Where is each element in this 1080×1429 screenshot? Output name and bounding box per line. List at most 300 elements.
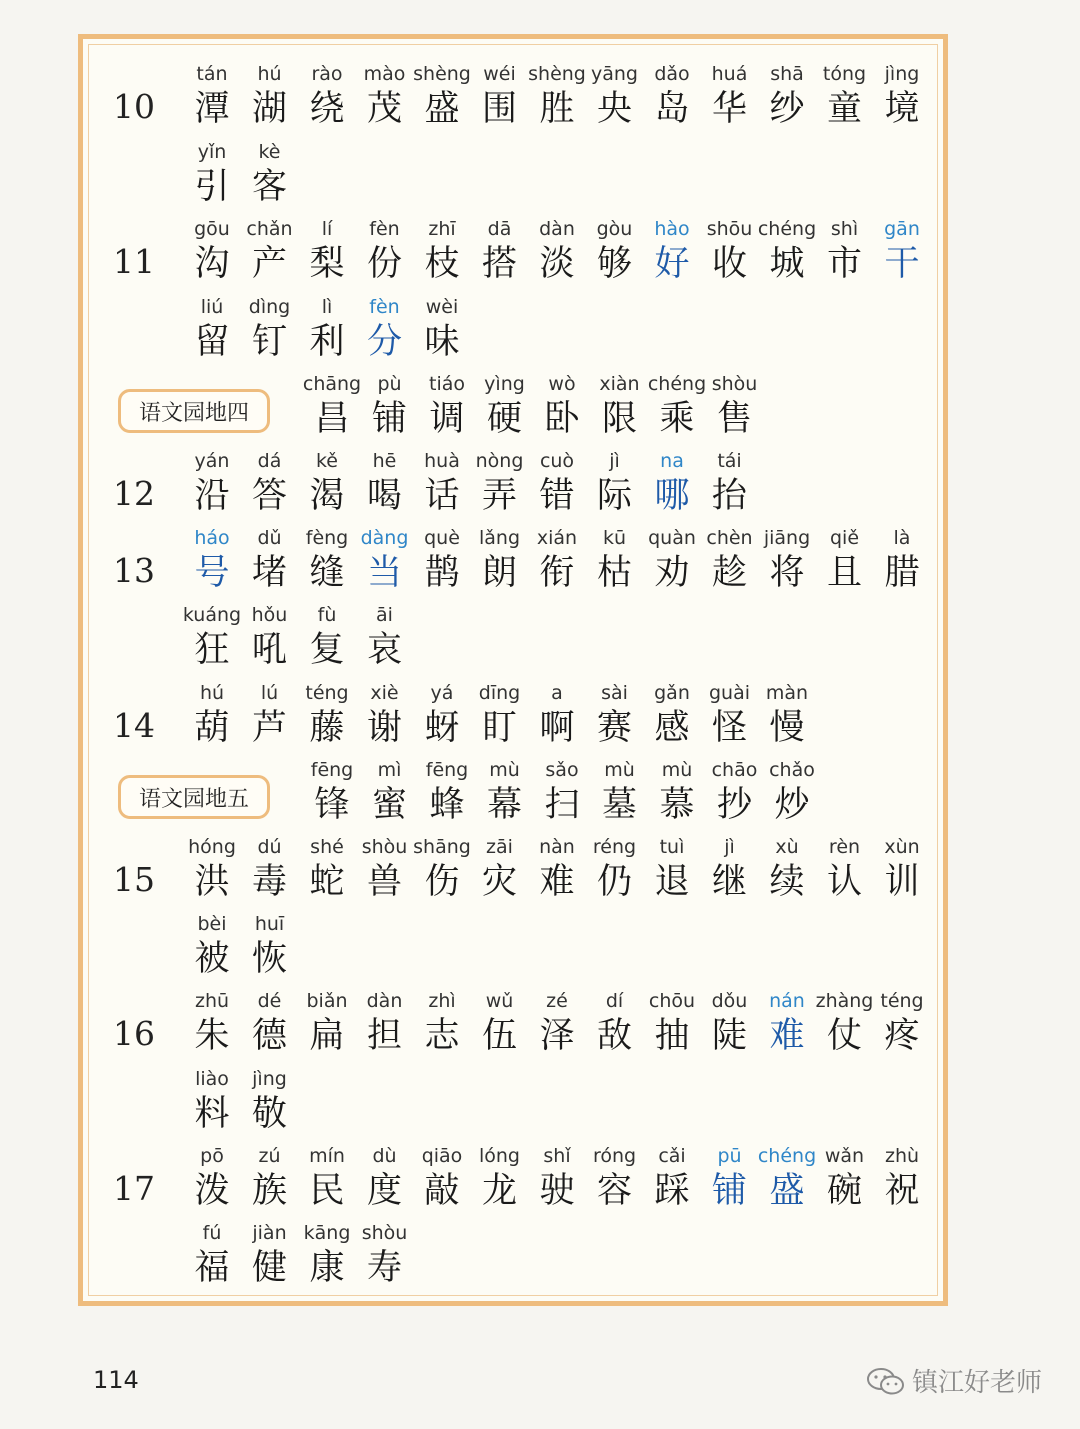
pinyin: dàn (366, 990, 403, 1012)
hanzi: 留 (194, 322, 230, 362)
hanzi: 干 (884, 244, 920, 284)
pinyin: xù (775, 836, 799, 858)
hanzi: 硬 (486, 399, 522, 439)
hanzi: 境 (884, 89, 920, 129)
hanzi: 仗 (826, 1016, 862, 1056)
pinyin: qiě (829, 527, 860, 549)
hanzi: 扁 (309, 1016, 345, 1056)
pinyin: hóng (188, 836, 236, 858)
hanzi: 胜 (539, 89, 575, 129)
hanzi: 慢 (769, 708, 805, 748)
hanzi: 围 (481, 89, 517, 129)
pinyin: shōu (706, 218, 753, 240)
pinyin: gān (884, 218, 920, 240)
pinyin: hào (654, 218, 690, 240)
hanzi: 客 (251, 167, 287, 207)
pinyin: tiáo (429, 373, 465, 395)
hanzi: 担 (366, 1016, 402, 1056)
hanzi: 劝 (654, 553, 690, 593)
hanzi: 碗 (826, 1171, 862, 1211)
hanzi: 幕 (486, 785, 522, 825)
hanzi: 复 (309, 630, 345, 670)
pinyin: réng (592, 836, 637, 858)
pinyin: dé (257, 990, 282, 1012)
page-number: 114 (93, 1366, 139, 1394)
pinyin: mín (309, 1145, 345, 1167)
pinyin: jìng (252, 1068, 287, 1090)
hanzi: 梨 (309, 244, 345, 284)
hanzi: 蜜 (371, 785, 407, 825)
pinyin: mì (377, 759, 402, 781)
pinyin: shèng (413, 63, 471, 85)
lesson-number: 17 (113, 1169, 155, 1208)
hanzi: 引 (194, 167, 230, 207)
hanzi: 朱 (194, 1016, 230, 1056)
pinyin: chéng (647, 373, 707, 395)
watermark-text: 镇江好老师 (912, 1368, 1043, 1398)
hanzi: 号 (194, 553, 230, 593)
hanzi: 好 (654, 244, 690, 284)
pinyin: tái (717, 450, 742, 472)
hanzi: 健 (251, 1248, 287, 1288)
hanzi: 恢 (251, 939, 287, 979)
hanzi: 湖 (251, 89, 287, 129)
hanzi: 枯 (596, 553, 632, 593)
hanzi: 康 (309, 1248, 345, 1288)
hanzi: 弄 (481, 476, 517, 516)
pinyin: yá (430, 682, 454, 704)
pinyin: fèng (305, 527, 349, 549)
hanzi: 分 (366, 322, 402, 362)
pinyin: yán (194, 450, 230, 472)
pinyin: zhì (428, 990, 456, 1012)
hanzi: 调 (429, 399, 465, 439)
pinyin: liú (200, 296, 224, 318)
character-cell (706, 371, 764, 441)
hanzi: 铺 (711, 1171, 747, 1211)
hanzi: 继 (711, 862, 747, 902)
hanzi: 哪 (654, 476, 690, 516)
hanzi: 疼 (884, 1016, 920, 1056)
pinyin: kě (315, 450, 338, 472)
hanzi: 朗 (481, 553, 517, 593)
hanzi: 芦 (251, 708, 287, 748)
hanzi: 份 (366, 244, 402, 284)
pinyin: téng (880, 990, 924, 1012)
pinyin: wǎn (824, 1145, 865, 1167)
pinyin: dǒu (711, 990, 748, 1012)
pinyin: na (660, 450, 684, 472)
hanzi: 灾 (481, 862, 517, 902)
pinyin: kè (258, 141, 281, 163)
pinyin: chǎo (769, 759, 815, 781)
hanzi: 童 (826, 89, 862, 129)
pinyin: wéi (483, 63, 516, 85)
hanzi: 敬 (251, 1094, 287, 1134)
hanzi: 谢 (366, 708, 402, 748)
watermark (866, 1362, 1042, 1399)
hanzi: 市 (826, 244, 862, 284)
hanzi: 盯 (481, 708, 517, 748)
hanzi: 容 (596, 1171, 632, 1211)
pinyin: shāng (413, 836, 471, 858)
pinyin: āi (376, 604, 393, 626)
pinyin: gǎn (654, 682, 690, 704)
hanzi: 毒 (251, 862, 287, 902)
lesson-number: 15 (113, 860, 155, 899)
hanzi: 扫 (544, 785, 580, 825)
pinyin: hú (199, 682, 225, 704)
hanzi: 收 (711, 244, 747, 284)
hanzi: 喝 (366, 476, 402, 516)
hanzi: 踩 (654, 1171, 690, 1211)
hanzi: 堵 (251, 553, 287, 593)
hanzi: 且 (826, 553, 862, 593)
pinyin: hú (257, 63, 282, 85)
lesson-number: 11 (113, 242, 155, 281)
hanzi: 伍 (481, 1016, 517, 1056)
pinyin: wò (548, 373, 576, 395)
pinyin: dù (372, 1145, 397, 1167)
pinyin: dí (605, 990, 624, 1012)
hanzi: 退 (654, 862, 690, 902)
pinyin: dú (257, 836, 282, 858)
pinyin: dā (487, 218, 512, 240)
pinyin: fù (317, 604, 337, 626)
pinyin: chāng (302, 373, 362, 395)
hanzi: 腊 (884, 553, 920, 593)
pinyin: shòu (361, 1222, 408, 1244)
character-cell (356, 602, 414, 672)
pinyin: què (424, 527, 460, 549)
hanzi: 赛 (596, 708, 632, 748)
pinyin: jiāng (763, 527, 811, 549)
hanzi: 怪 (711, 708, 747, 748)
pinyin: fú (202, 1222, 222, 1244)
pinyin: chǎn (246, 218, 293, 240)
hanzi: 泽 (539, 1016, 575, 1056)
section-badge: 语文园地五 (118, 775, 270, 819)
hanzi: 利 (309, 322, 345, 362)
pinyin: dīng (478, 682, 521, 704)
pinyin: nàn (539, 836, 575, 858)
character-cell (873, 216, 931, 286)
hanzi: 寿 (366, 1248, 402, 1288)
hanzi: 狂 (194, 630, 230, 670)
pinyin: jì (609, 450, 620, 472)
hanzi: 当 (366, 553, 402, 593)
pinyin: hǒu (251, 604, 288, 626)
hanzi: 衔 (539, 553, 575, 593)
pinyin: tuì (659, 836, 685, 858)
lesson-number: 10 (113, 87, 155, 126)
hanzi: 福 (194, 1248, 230, 1288)
pinyin: cǎi (658, 1145, 686, 1167)
pinyin: jiàn (252, 1222, 287, 1244)
word-list-frame (78, 34, 948, 1306)
hanzi: 驶 (539, 1171, 575, 1211)
pinyin: yǐn (197, 141, 227, 163)
hanzi: 蛇 (309, 862, 345, 902)
pinyin: xiàn (599, 373, 640, 395)
hanzi: 际 (596, 476, 632, 516)
character-cell (701, 448, 759, 518)
pinyin: biǎn (306, 990, 348, 1012)
hanzi: 族 (251, 1171, 287, 1211)
hanzi: 售 (716, 399, 752, 439)
hanzi: 城 (769, 244, 805, 284)
hanzi: 被 (194, 939, 230, 979)
pinyin: mào (363, 63, 406, 85)
hanzi: 兽 (366, 862, 402, 902)
hanzi: 乘 (659, 399, 695, 439)
character-cell (873, 525, 931, 595)
pinyin: zú (258, 1145, 281, 1167)
character-cell (873, 61, 931, 131)
hanzi: 搭 (481, 244, 517, 284)
pinyin: rào (311, 63, 343, 85)
hanzi: 锋 (314, 785, 350, 825)
pinyin: zhū (194, 990, 230, 1012)
pinyin: pō (200, 1145, 224, 1167)
hanzi: 龙 (481, 1171, 517, 1211)
pinyin: qiāo (421, 1145, 463, 1167)
hanzi: 华 (711, 89, 747, 129)
hanzi: 难 (769, 1016, 805, 1056)
pinyin: xián (536, 527, 578, 549)
pinyin: gōu (194, 218, 230, 240)
pinyin: shì (830, 218, 859, 240)
hanzi: 敌 (596, 1016, 632, 1056)
hanzi: 感 (654, 708, 690, 748)
hanzi: 味 (424, 322, 460, 362)
hanzi: 料 (194, 1094, 230, 1134)
hanzi: 纱 (769, 89, 805, 129)
character-cell (873, 1143, 931, 1213)
hanzi: 央 (596, 89, 632, 129)
pinyin: rèn (828, 836, 861, 858)
hanzi: 限 (601, 399, 637, 439)
character-cell (241, 139, 299, 209)
pinyin: dǔ (257, 527, 282, 549)
hanzi: 岛 (654, 89, 690, 129)
hanzi: 抄 (716, 785, 752, 825)
hanzi: 哀 (366, 630, 402, 670)
pinyin: shǐ (543, 1145, 571, 1167)
hanzi: 答 (251, 476, 287, 516)
section-badge: 语文园地四 (118, 389, 270, 433)
hanzi: 墓 (601, 785, 637, 825)
hanzi: 炒 (774, 785, 810, 825)
pinyin: shā (770, 63, 804, 85)
pinyin: quàn (648, 527, 696, 549)
hanzi: 潭 (194, 89, 230, 129)
lesson-number: 13 (113, 551, 155, 590)
hanzi: 盛 (424, 89, 460, 129)
pinyin: zhī (428, 218, 456, 240)
hanzi: 民 (309, 1171, 345, 1211)
hanzi: 蚜 (424, 708, 460, 748)
pinyin: a (551, 682, 563, 704)
pinyin: chéng (757, 1145, 817, 1167)
pinyin: lú (260, 682, 279, 704)
hanzi: 产 (251, 244, 287, 284)
pinyin: lǎng (478, 527, 521, 549)
wechat-icon (866, 1366, 906, 1396)
hanzi: 沿 (194, 476, 230, 516)
hanzi: 志 (424, 1016, 460, 1056)
hanzi: 盛 (769, 1171, 805, 1211)
character-cell (873, 988, 931, 1058)
pinyin: lí (321, 218, 333, 240)
hanzi: 抽 (654, 1016, 690, 1056)
pinyin: kāng (303, 1222, 351, 1244)
pinyin: fēng (425, 759, 469, 781)
hanzi: 德 (251, 1016, 287, 1056)
pinyin: shòu (711, 373, 758, 395)
hanzi: 敲 (424, 1171, 460, 1211)
pinyin: pù (377, 373, 402, 395)
character-cell (758, 680, 816, 750)
hanzi: 仍 (596, 862, 632, 902)
pinyin: fèn (369, 296, 400, 318)
hanzi: 铺 (371, 399, 407, 439)
pinyin: shèng (528, 63, 586, 85)
hanzi: 错 (539, 476, 575, 516)
pinyin: dàn (539, 218, 575, 240)
pinyin: nòng (475, 450, 524, 472)
pinyin: chéng (757, 218, 817, 240)
pinyin: wèi (425, 296, 459, 318)
character-cell (413, 294, 471, 364)
hanzi: 沟 (194, 244, 230, 284)
pinyin: jì (724, 836, 735, 858)
pinyin: háo (194, 527, 230, 549)
character-cell (873, 834, 931, 904)
hanzi: 卧 (544, 399, 580, 439)
pinyin: jìng (884, 63, 920, 85)
pinyin: gòu (596, 218, 633, 240)
character-cell (356, 1220, 414, 1290)
pinyin: tán (196, 63, 228, 85)
pinyin: cuò (539, 450, 575, 472)
hanzi: 够 (596, 244, 632, 284)
hanzi: 缝 (309, 553, 345, 593)
character-cell (241, 1066, 299, 1136)
hanzi: 难 (539, 862, 575, 902)
hanzi: 绕 (309, 89, 345, 129)
hanzi: 话 (424, 476, 460, 516)
hanzi: 吼 (251, 630, 287, 670)
pinyin: dǎo (654, 63, 690, 85)
hanzi: 洪 (194, 862, 230, 902)
hanzi: 抬 (711, 476, 747, 516)
hanzi: 鹊 (424, 553, 460, 593)
pinyin: chāo (711, 759, 758, 781)
character-cell (241, 911, 299, 981)
pinyin: zhàng (815, 990, 874, 1012)
pinyin: dá (257, 450, 282, 472)
pinyin: mù (489, 759, 520, 781)
pinyin: zhù (884, 1145, 920, 1167)
pinyin: bèi (197, 913, 227, 935)
pinyin: kuáng (182, 604, 242, 626)
hanzi: 祝 (884, 1171, 920, 1211)
pinyin: xùn (884, 836, 920, 858)
pinyin: pū (717, 1145, 742, 1167)
hanzi: 茂 (366, 89, 402, 129)
pinyin: hē (372, 450, 397, 472)
pinyin: mù (661, 759, 693, 781)
pinyin: shòu (361, 836, 408, 858)
hanzi: 蜂 (429, 785, 465, 825)
lesson-number: 16 (113, 1014, 155, 1053)
pinyin: téng (305, 682, 349, 704)
hanzi: 续 (769, 862, 805, 902)
pinyin: zé (546, 990, 568, 1012)
character-cell (763, 757, 821, 827)
pinyin: chōu (648, 990, 696, 1012)
pinyin: huá (711, 63, 748, 85)
lesson-number: 14 (113, 706, 155, 745)
pinyin: xiè (370, 682, 399, 704)
pinyin: kū (602, 527, 627, 549)
pinyin: róng (592, 1145, 637, 1167)
pinyin: dàng (360, 527, 409, 549)
pinyin: tóng (822, 63, 867, 85)
pinyin: sài (601, 682, 628, 704)
hanzi: 泼 (194, 1171, 230, 1211)
hanzi: 啊 (539, 708, 575, 748)
hanzi: 钉 (251, 322, 287, 362)
pinyin: chèn (706, 527, 753, 549)
pinyin: lì (321, 296, 333, 318)
pinyin: wǔ (485, 990, 514, 1012)
pinyin: guài (708, 682, 751, 704)
lesson-number: 12 (113, 474, 155, 513)
pinyin: yìng (484, 373, 525, 395)
hanzi: 昌 (314, 399, 350, 439)
pinyin: fèn (369, 218, 400, 240)
pinyin: dìng (248, 296, 291, 318)
hanzi: 枝 (424, 244, 460, 284)
pinyin: nán (769, 990, 805, 1012)
pinyin: fēng (310, 759, 354, 781)
hanzi: 训 (884, 862, 920, 902)
pinyin: huà (424, 450, 460, 472)
hanzi: 度 (366, 1171, 402, 1211)
pinyin: màn (765, 682, 809, 704)
pinyin: yāng (591, 63, 638, 85)
hanzi: 认 (826, 862, 862, 902)
pinyin: sǎo (545, 759, 579, 781)
pinyin: zāi (486, 836, 513, 858)
hanzi: 淡 (539, 244, 575, 284)
pinyin: liào (195, 1068, 229, 1090)
pinyin: là (893, 527, 911, 549)
pinyin: mù (604, 759, 635, 781)
hanzi: 藤 (309, 708, 345, 748)
hanzi: 慕 (659, 785, 695, 825)
hanzi: 伤 (424, 862, 460, 902)
hanzi: 渴 (309, 476, 345, 516)
hanzi: 葫 (194, 708, 230, 748)
pinyin: lóng (478, 1145, 520, 1167)
hanzi: 将 (769, 553, 805, 593)
hanzi: 陡 (711, 1016, 747, 1056)
hanzi: 趁 (711, 553, 747, 593)
pinyin: shé (310, 836, 344, 858)
